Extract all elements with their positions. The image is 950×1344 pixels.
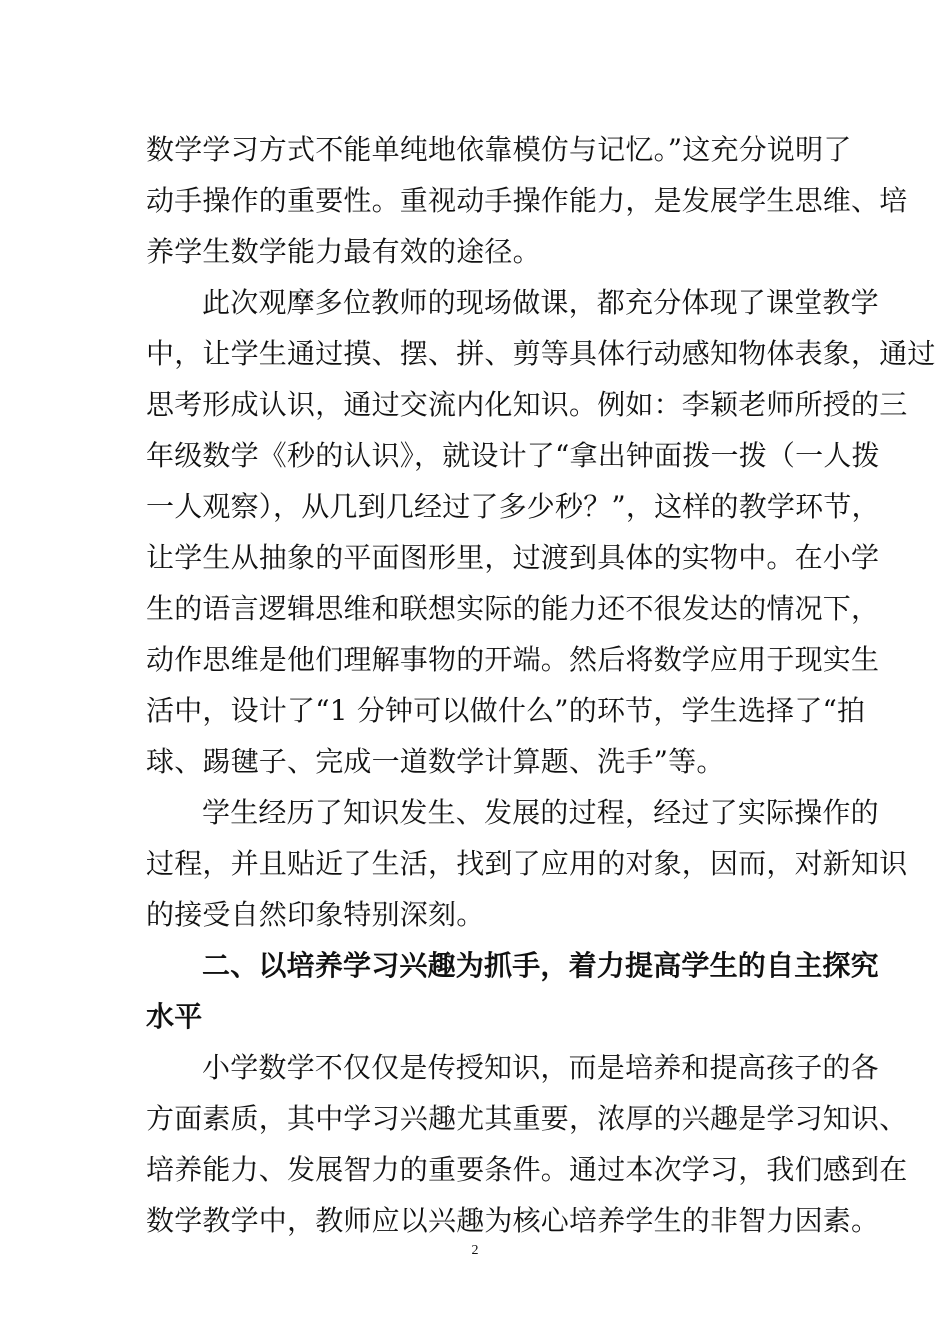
section-heading-line-2: 水平: [146, 1000, 203, 1033]
paragraph-3-line-2: 过程，并且贴近了生活，找到了应用的对象，因而，对新知识: [146, 847, 908, 880]
paragraph-1-line-3: 养学生数学能力最有效的途径。: [146, 235, 541, 268]
paragraph-4-line-4: 数学教学中，教师应以兴趣为核心培养学生的非智力因素。: [146, 1204, 880, 1237]
paragraph-1-line-2: 动手操作的重要性。重视动手操作能力，是发展学生思维、培: [146, 184, 908, 217]
paragraph-3-line-3: 的接受自然印象特别深刻。: [146, 898, 485, 931]
paragraph-2-line-8: 动作思维是他们理解事物的开端。然后将数学应用于现实生: [146, 643, 880, 676]
page-number: 2: [471, 1243, 479, 1258]
paragraph-4-line-2: 方面素质，其中学习兴趣尤其重要，浓厚的兴趣是学习知识、: [146, 1102, 908, 1135]
paragraph-2-line-9: 活中，设计了“1 分钟可以做什么”的环节，学生选择了“拍: [146, 694, 866, 727]
paragraph-2-line-10: 球、踢毽子、完成一道数学计算题、洗手”等。: [146, 745, 725, 778]
section-heading-line-1: 二、以培养学习兴趣为抓手，着力提高学生的自主探究: [202, 949, 879, 982]
paragraph-1-line-1: 数学学习方式不能单纯地依靠模仿与记忆。”这充分说明了: [146, 133, 852, 166]
paragraph-2-line-1: 此次观摩多位教师的现场做课，都充分体现了课堂教学: [202, 286, 879, 319]
paragraph-2-line-7: 生的语言逻辑思维和联想实际的能力还不很发达的情况下，: [146, 592, 880, 625]
paragraph-4-line-3: 培养能力、发展智力的重要条件。通过本次学习，我们感到在: [146, 1153, 908, 1186]
paragraph-2-line-4: 年级数学《秒的认识》，就设计了“拿出钟面拨一拨（一人拨: [146, 439, 880, 472]
paragraph-4-line-1: 小学数学不仅仅是传授知识，而是培养和提高孩子的各: [202, 1051, 879, 1084]
paragraph-2-line-2: 中，让学生通过摸、摆、拼、剪等具体行动感知物体表象，通过: [146, 337, 936, 370]
paragraph-2-line-5: 一人观察），从几到几经过了多少秒？”，这样的教学环节，: [146, 490, 880, 523]
paragraph-3-line-1: 学生经历了知识发生、发展的过程，经过了实际操作的: [202, 796, 879, 829]
paragraph-2-line-6: 让学生从抽象的平面图形里，过渡到具体的实物中。在小学: [146, 541, 880, 574]
paragraph-2-line-3: 思考形成认识，通过交流内化知识。例如：李颖老师所授的三: [146, 388, 908, 421]
